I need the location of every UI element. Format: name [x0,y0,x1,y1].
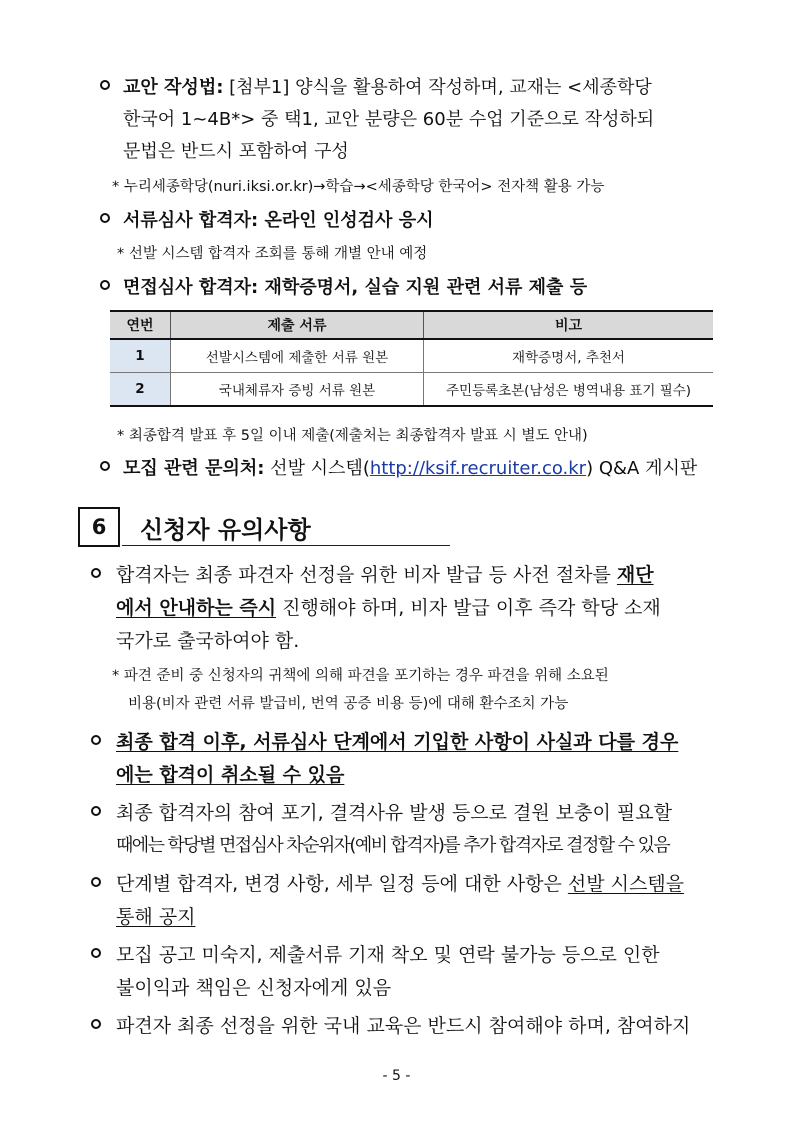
table-cell-index: 1 [110,339,171,373]
contact-label: 모집 관련 문의처: [123,458,265,479]
table-cell: 재학증명서, 추천서 [424,339,714,373]
table-header-row [110,311,713,339]
documents-table [110,310,713,407]
lesson-plan-text: [첨부1] 양식을 활용하여 작성하며, 교재는 <세종학당 [223,77,652,98]
document-pass-note: * 선발 시스템 합격자 조회를 통해 개별 안내 예정 [117,246,428,262]
column-header: 연번 [110,311,171,339]
notice-4-emphasis: 선발 시스템을 [567,873,685,895]
section-number: 6 [78,507,120,547]
contact-line [123,454,697,480]
contact-link[interactable]: http://ksif.recruiter.co.kr [369,458,587,479]
bullet-circle [91,568,101,578]
lesson-plan-label: 교안 작성법: [123,77,224,98]
table-row [110,373,713,407]
notice-1-note-2: 비용(비자 관련 서류 발급비, 번역 공증 비용 등)에 대해 환수조치 가능 [128,696,569,712]
notice-2-line-2: 에는 합격이 취소될 수 있음 [116,764,345,786]
table-cell: 선발시스템에 제출한 서류 원본 [171,339,424,373]
notice-1-line-1 [116,560,654,587]
lesson-plan-line-2: 한국어 1~4B*> 중 택1, 교안 분량은 60분 수업 기준으로 작성하되 [123,109,655,130]
notice-6-line-1: 파견자 최종 선정을 위한 국내 교육은 반드시 참여해야 하며, 참여하지 [116,1015,691,1037]
notice-1-emphasis: 에서 안내하는 즉시 [116,597,277,619]
bullet-circle [91,735,101,745]
table-row [110,339,713,373]
notice-3-line-2: 때에는 학당별 면접심사 차순위자(예비 합격자)를 추가 합격자로 결정할 수 있음 [116,835,670,856]
notice-4-line-2: 통해 공지 [116,906,196,928]
notice-1-line-2 [116,593,661,620]
contact-post: ) Q&A 게시판 [586,458,698,479]
column-header: 제출 서류 [171,311,424,339]
bullet-circle [91,948,101,958]
interview-pass-line: 면접심사 합격자: 재학증명서, 실습 지원 관련 서류 제출 등 [123,277,588,298]
notice-5-line-2: 불이익과 책임은 신청자에게 있음 [116,977,392,999]
table-note: * 최종합격 발표 후 5일 이내 제출(제출처는 최종합격자 발표 시 별도 안내) [117,428,588,444]
bullet-circle [91,1019,101,1029]
notice-1-text: 합격자는 최종 파견자 선정을 위한 비자 발급 등 사전 절차를 [116,564,617,586]
lesson-plan-line-1 [123,73,652,99]
table-cell-index: 2 [110,373,171,407]
lesson-plan-note: * 누리세종학당(nuri.iksi.or.kr)→학습→<세종학당 한국어> 전자책 활용 가능 [112,179,605,195]
bullet-circle [100,80,110,90]
section-title: 신청자 유의사항 [140,516,311,544]
page-number: - 5 - [382,1068,411,1084]
table-cell: 주민등록초본(남성은 병역내용 표기 필수) [424,373,714,407]
notice-5-line-1: 모집 공고 미숙지, 제출서류 기재 착오 및 연락 불가능 등으로 인한 [116,944,660,966]
notice-1-text: 진행해야 하며, 비자 발급 이후 즉각 학당 소재 [276,597,661,619]
notice-1-note-1: * 파견 준비 중 신청자의 귀책에 의해 파견을 포기하는 경우 파견을 위해 소요된 [112,668,609,684]
section-underline [122,545,450,546]
notice-4-line-1 [116,869,684,896]
bullet-circle [100,280,110,290]
bullet-circle [100,213,110,223]
lesson-plan-line-3: 문법은 반드시 포함하여 구성 [123,141,349,162]
notice-1-emphasis: 재단 [616,564,654,586]
notice-2-line-1: 최종 합격 이후, 서류심사 단계에서 기입한 사항이 사실과 다를 경우 [116,731,679,753]
bullet-circle [91,806,101,816]
bullet-circle [91,877,101,887]
contact-pre: 선발 시스템( [264,458,370,479]
notice-1-line-3: 국가로 출국하여야 함. [116,630,300,652]
notice-3-line-1: 최종 합격자의 참여 포기, 결격사유 발생 등으로 결원 보충이 필요할 [116,802,672,824]
table-cell: 국내체류자 증빙 서류 원본 [171,373,424,407]
notice-4-text: 단계별 합격자, 변경 사항, 세부 일정 등에 대한 사항은 [116,873,568,895]
bullet-circle [100,461,110,471]
column-header: 비고 [424,311,714,339]
document-pass-line: 서류심사 합격자: 온라인 인성검사 응시 [123,210,434,231]
